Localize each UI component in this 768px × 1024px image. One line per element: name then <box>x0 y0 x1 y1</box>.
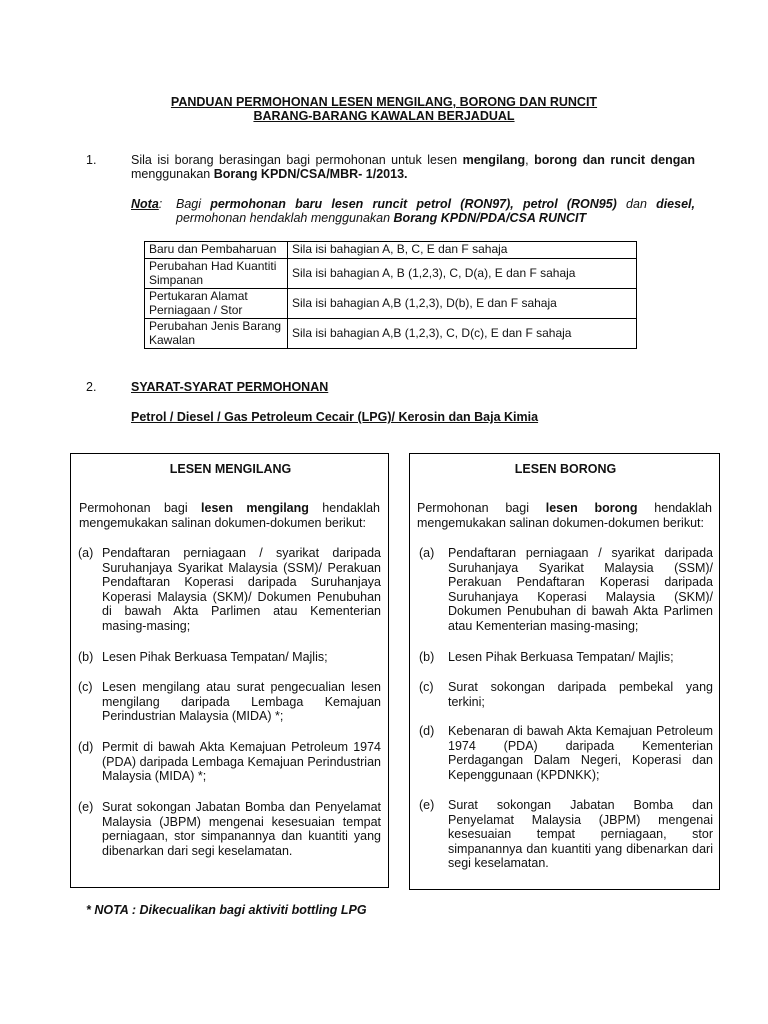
table-cell-type: Perubahan Jenis Barang Kawalan <box>145 319 288 349</box>
table-row <box>145 289 637 319</box>
table-cell-type: Baru dan Pembaharuan <box>145 242 288 259</box>
item-label: (e) <box>78 800 94 814</box>
intro-b: lesen mengilang <box>201 501 309 515</box>
table-row <box>145 259 637 289</box>
section2-subheading: Petrol / Diesel / Gas Petroleum Cecair (LPG)/ Kerosin dan Baja Kimia <box>131 410 539 424</box>
section1-text-b: mengilang <box>462 153 526 167</box>
item-label: (d) <box>78 740 94 754</box>
table-cell-type: Pertukaran Alamat Perniagaan / Stor <box>145 289 288 319</box>
table-cell-instruction: Sila isi bahagian A,B (1,2,3), C, D(c), E dan F sahaja <box>288 319 637 349</box>
nota-e: permohonan hendaklah menggunakan <box>176 211 394 225</box>
nota-text-line2 <box>176 211 695 226</box>
intro-a: Permohonan bagi <box>417 501 546 515</box>
item-text: Lesen Pihak Berkuasa Tempatan/ Majlis; <box>102 650 328 664</box>
table-cell-instruction: Sila isi bahagian A,B (1,2,3), D(b), E dan F sahaja <box>288 289 637 319</box>
section1-form-code: Borang KPDN/CSA/MBR- 1/2013. <box>213 167 408 181</box>
item-label: (a) <box>78 546 94 560</box>
item-label: (c) <box>78 680 93 694</box>
item-text: Kebenaran di bawah Akta Kemajuan Petroleum 1974 (PDA) daripada Kementerian Perdagangan Dalam Negeri, Koperasi dan Kepenggunaan (KPDNKK); <box>448 724 713 782</box>
table-row <box>145 242 637 259</box>
section1-text-line2 <box>131 167 695 182</box>
item-text: Lesen mengilang atau surat pengecualian lesen mengilang daripada Lembaga Kemajuan Perindustrian Malaysia (MIDA) *; <box>102 680 381 723</box>
item-label: (e) <box>419 798 435 812</box>
nota-c: dan <box>616 197 657 211</box>
lesen-mengilang-heading: LESEN MENGILANG <box>169 462 292 476</box>
application-type-table <box>144 241 637 349</box>
item-text: Permit di bawah Akta Kemajuan Petroleum 1974 (PDA) daripada Lembaga Kemajuan Perindustrian Malaysia (MIDA) *; <box>102 740 381 783</box>
lesen-borong-box <box>409 453 720 890</box>
section1-text-e: menggunakan <box>131 167 214 181</box>
item-text: Surat sokongan daripada pembekal yang terkini; <box>448 680 713 709</box>
nota-colon: : <box>158 197 163 211</box>
item-text: Lesen Pihak Berkuasa Tempatan/ Majlis; <box>448 650 674 664</box>
item-label: (a) <box>419 546 435 560</box>
nota-b: permohonan baru lesen runcit petrol (RON97), petrol (RON95) <box>210 197 617 211</box>
item-label: (d) <box>419 724 435 738</box>
nota-label <box>131 197 162 212</box>
nota-form-code: Borang KPDN/PDA/CSA RUNCIT <box>393 211 587 225</box>
item-label: (b) <box>78 650 94 664</box>
document-title-line2: BARANG-BARANG KAWALAN BERJADUAL <box>253 109 515 123</box>
table-cell-instruction: Sila isi bahagian A, B, C, E dan F sahaja <box>288 242 637 259</box>
nota-d: diesel, <box>656 197 695 211</box>
nota-a: Bagi <box>176 197 211 211</box>
section1-text-a: Sila isi borang berasingan bagi permohonan untuk lesen <box>131 153 463 167</box>
document-title-line1: PANDUAN PERMOHONAN LESEN MENGILANG, BORONG DAN RUNCIT <box>170 95 598 109</box>
item-text: Surat sokongan Jabatan Bomba dan Penyelamat Malaysia (JBPM) mengenai kesesuaian tempat perniagaan, stor simpanannya dan kuantiti yang dibenarkan dari segi keselamatan. <box>448 798 713 870</box>
section2-heading: SYARAT-SYARAT PERMOHONAN <box>131 380 329 394</box>
intro-c: hendaklah mengemukakan salinan dokumen-dokumen berikut: <box>79 501 380 530</box>
table-cell-type: Perubahan Had Kuantiti Simpanan <box>145 259 288 289</box>
lesen-borong-heading: LESEN BORONG <box>514 462 617 476</box>
item-label: (b) <box>419 650 435 664</box>
section1-text-line1 <box>131 153 695 168</box>
lesen-borong-intro <box>417 501 712 530</box>
item-text: Pendaftaran perniagaan / syarikat daripada Suruhanjaya Syarikat Malaysia (SSM)/ Perakuan Pendaftaran Koperasi daripada Suruhanjaya Koperasi Malaysia (SKM)/ Dokumen Penubuhan di bawah Akta Parlimen atau Kementerian masing-masing; <box>102 546 381 633</box>
section2-number: 2. <box>86 380 97 394</box>
nota-text-line1 <box>176 197 695 212</box>
item-label: (c) <box>419 680 434 694</box>
intro-b: lesen borong <box>545 501 638 515</box>
lesen-mengilang-intro <box>79 501 380 530</box>
footnote: * NOTA : Dikecualikan bagi aktiviti bottling LPG <box>86 903 367 917</box>
item-text: Pendaftaran perniagaan / syarikat daripada Suruhanjaya Syarikat Malaysia (SSM)/ Perakuan Pendaftaran Koperasi daripada Suruhanjaya Koperasi Malaysia (SKM)/ Dokumen Penubuhan di bawah Akta Parlimen atau Kementerian masing-masing; <box>448 546 713 633</box>
section1-text-d: borong dan runcit dengan <box>534 153 695 167</box>
nota-label-text: Nota <box>131 197 159 211</box>
section1-text-c: , <box>525 153 535 167</box>
intro-c: hendaklah mengemukakan salinan dokumen-dokumen berikut: <box>417 501 712 530</box>
table-cell-instruction: Sila isi bahagian A, B (1,2,3), C, D(a), E dan F sahaja <box>288 259 637 289</box>
section1-number: 1. <box>86 153 97 167</box>
table-row <box>145 319 637 349</box>
intro-a: Permohonan bagi <box>79 501 202 515</box>
item-text: Surat sokongan Jabatan Bomba dan Penyelamat Malaysia (JBPM) mengenai kesesuaian tempat perniagaan, stor simpanannya dan kuantiti yang dibenarkan dari segi keselamatan. <box>102 800 381 858</box>
lesen-mengilang-box <box>70 453 389 888</box>
